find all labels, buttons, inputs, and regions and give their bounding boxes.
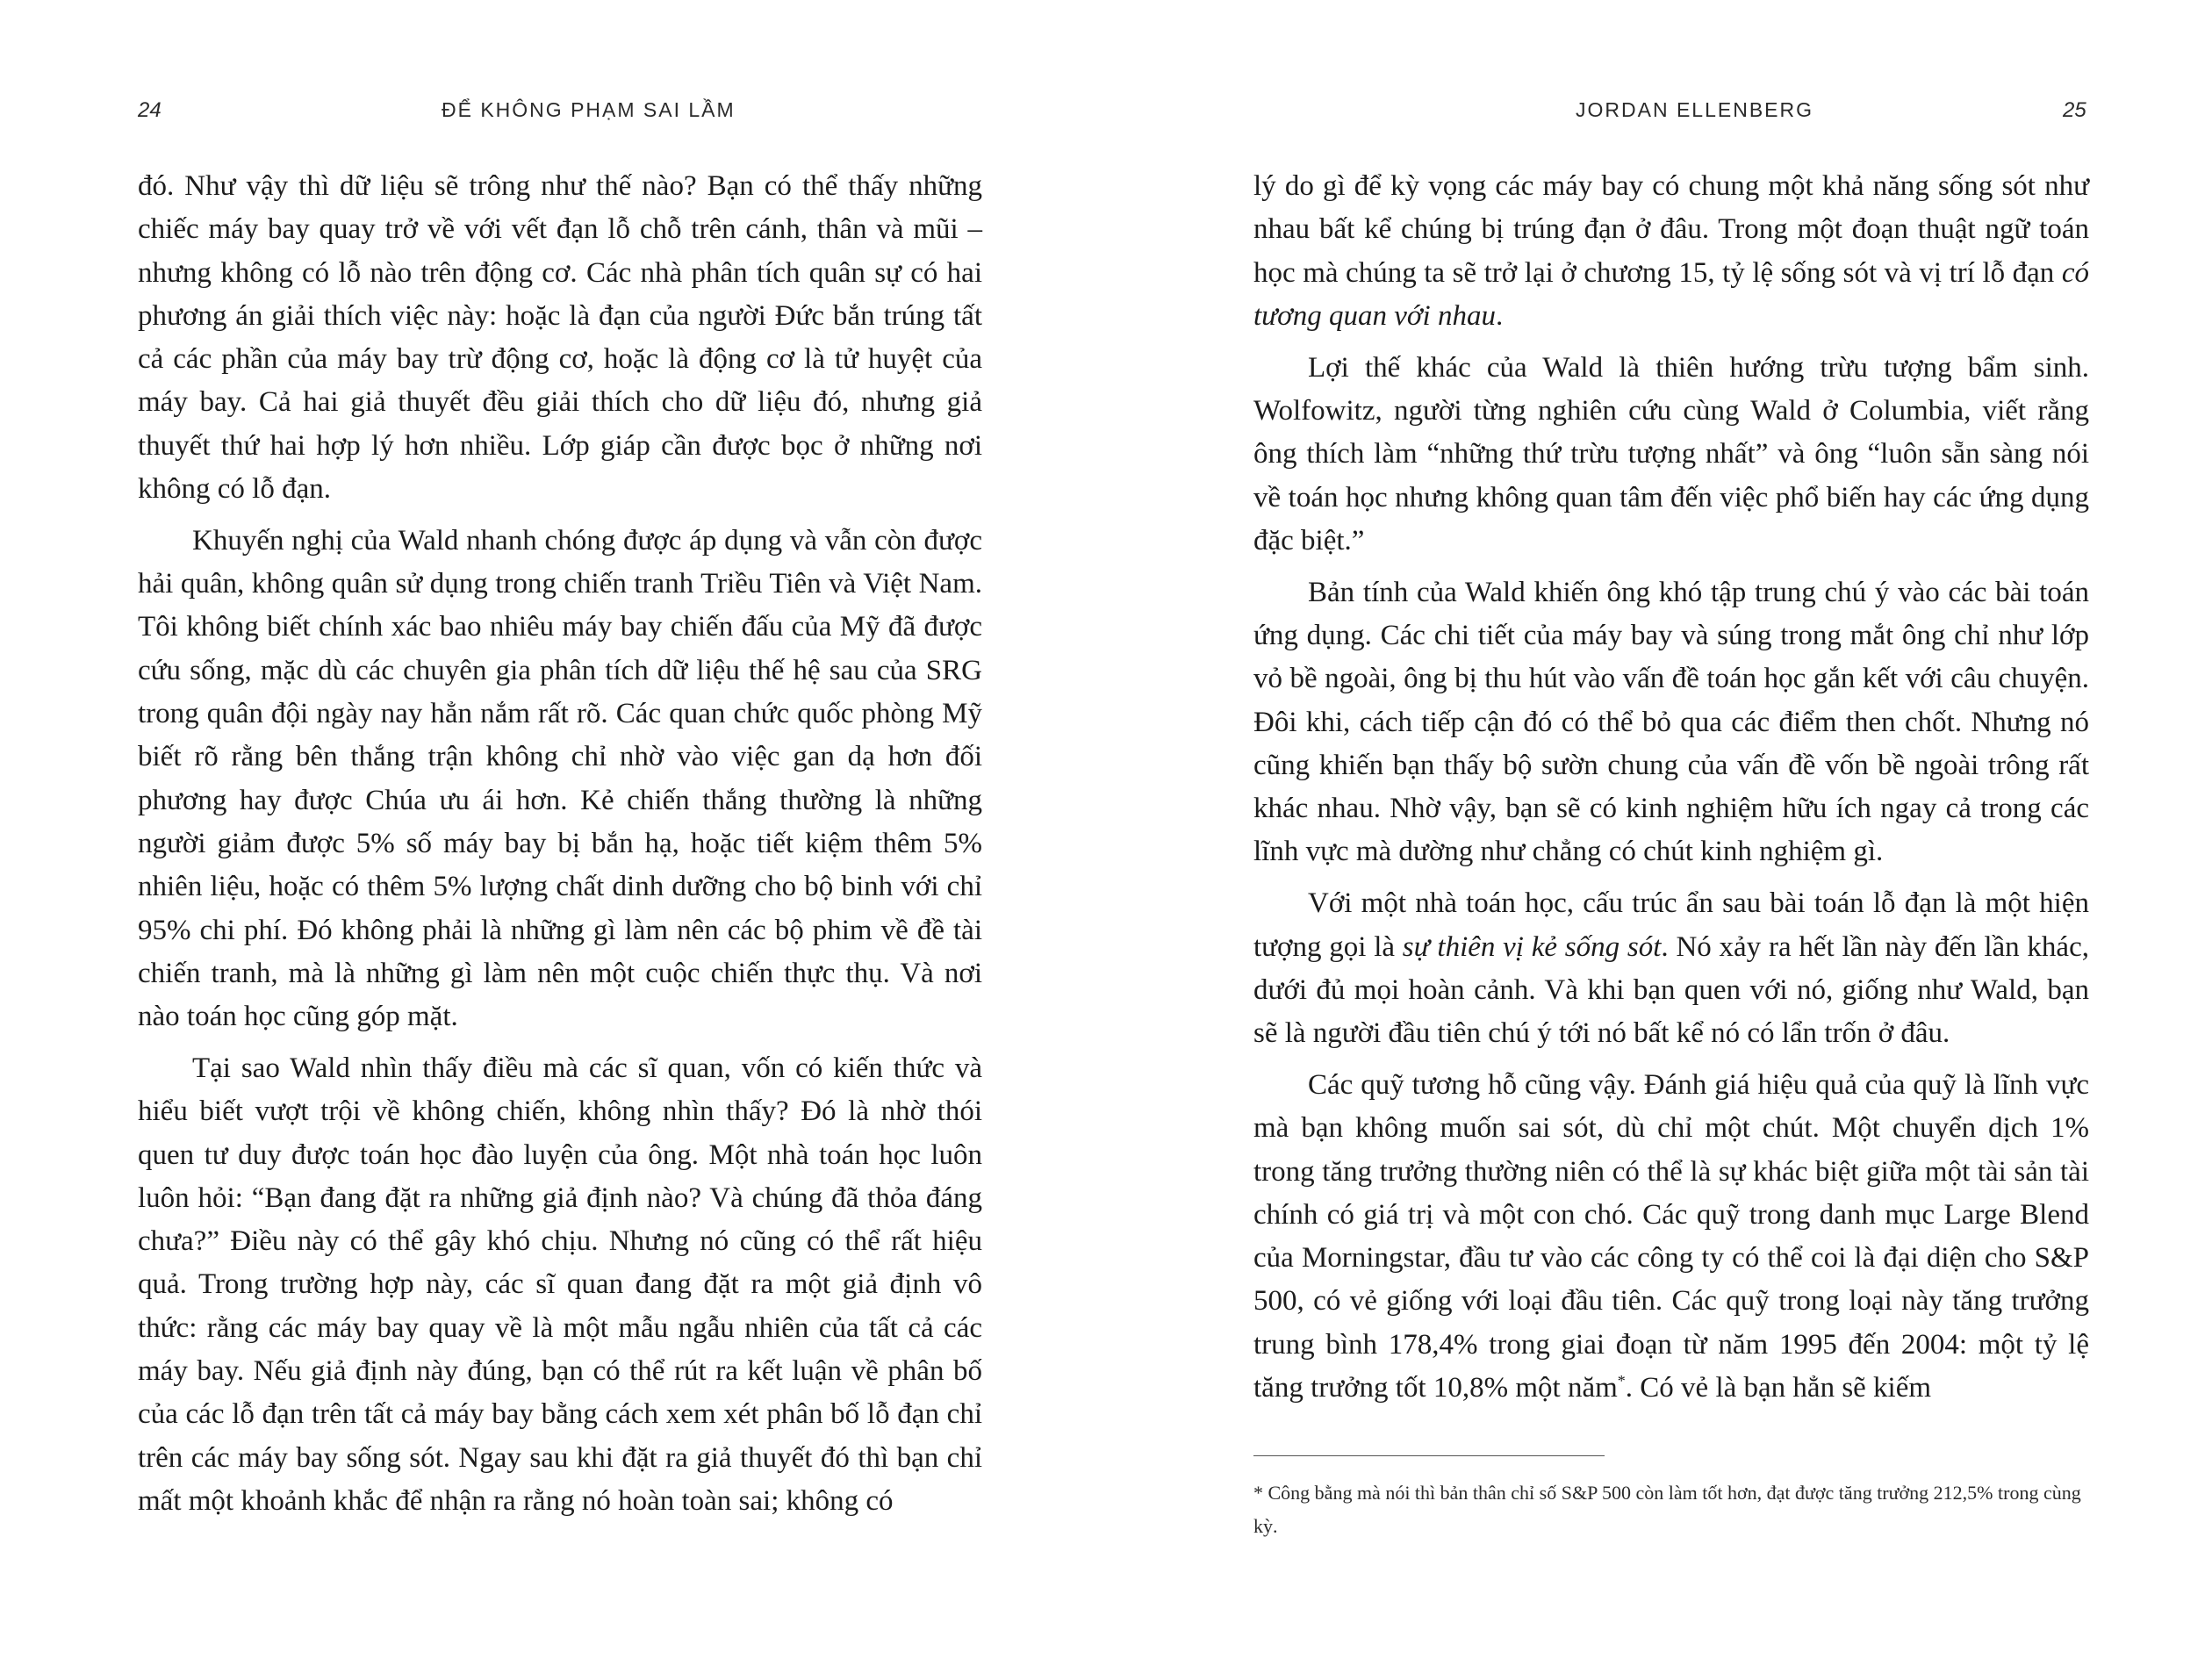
- paragraph: Bản tính của Wald khiến ông khó tập trung chú ý vào các bài toán ứng dụng. Các chi tiết của máy bay và súng trong mắt ông chỉ như lớp vỏ bề ngoài, ông bị thu hút vào vấn đề toán học gắn kết với câu chuyện. Đôi khi, cách tiếp cận đó có thể bỏ qua các điểm then chốt. Nhưng nó cũng khiến bạn thấy bộ sườn chung của vấn đề vốn bề ngoài trông rất khác nhau. Nhờ vậy, bạn sẽ có kinh nghiệm hữu ích ngay cả trong các lĩnh vực mà dường như chẳng có chút kinh nghiệm gì.: [1253, 576, 2089, 868]
- paragraph-text: Với một nhà toán học, cấu trúc ẩn sau bài toán lỗ đạn là một hiện tượng gọi là: [1253, 887, 2089, 963]
- paragraph-end: .: [1495, 299, 1504, 332]
- paragraph: đó. Như vậy thì dữ liệu sẽ trông như thế nào? Bạn có thể thấy những chiếc máy bay quay trở về với vết đạn lỗ chỗ trên cánh, thân và mũi – nhưng không có lỗ nào trên động cơ. Các nhà phân tích quân sự có hai phương án giải thích việc này: hoặc là đạn của người Đức bắn trúng tất cả các phần của máy bay trừ động cơ, hoặc là động cơ là tử huyệt của máy bay. Cả hai giả thuyết đều giải thích cho dữ liệu đó, nhưng giả thuyết thứ hai hợp lý hơn nhiều. Lớp giáp cần được bọc ở những nơi không có lỗ đạn.: [138, 170, 982, 506]
- paragraph: Tại sao Wald nhìn thấy điều mà các sĩ quan, vốn có kiến thức và hiểu biết vượt trội về không chiến, không nhìn thấy? Đó là nhờ thói quen tư duy được toán học đào luyện của ông. Một nhà toán học luôn luôn hỏi: “Bạn đang đặt ra những giả định nào? Và chúng đã thỏa đáng chưa?” Điều này có thể gây khó chịu. Nhưng nó cũng có thể rất hiệu quả. Trong trường hợp này, các sĩ quan đang đặt ra một giả định vô thức: rằng các máy bay quay về là một mẫu ngẫu nhiên của tất cả các máy bay. Nếu giả định này đúng, bạn có thể rút ra kết luận về phân bố của các lỗ đạn trên tất cả máy bay bằng cách xem xét phân bố lỗ đạn chỉ trên các máy bay sống sót. Ngay sau khi đặt ra giả thuyết đó thì bạn chỉ mất một khoảnh khắc để nhận ra rằng nó hoàn toàn sai; không có: [138, 1052, 982, 1517]
- footnote-marker: *: [1617, 1372, 1626, 1390]
- running-head-book-title: ĐỂ KHÔNG PHẠM SAI LẦM: [442, 98, 736, 121]
- italic-term: có tương quan với nhau: [1253, 256, 2089, 332]
- italic-term: sự thiên vị kẻ sống sót: [1402, 930, 1662, 963]
- paragraph: Lợi thế khác của Wald là thiên hướng trừu tượng bẩm sinh. Wolfowitz, người từng nghiên cứu cùng Wald ở Columbia, viết rằng ông thích làm “những thứ trừu tượng nhất” và ông “luôn sẵn sàng nói về toán học nhưng không quan tâm đến việc phổ biến hay các ứng dụng đặc biệt.”: [1253, 351, 2089, 557]
- paragraph: [1253, 1064, 2089, 1410]
- footnote-divider: [1253, 1455, 1605, 1456]
- footnote: * Công bằng mà nói thì bản thân chỉ số S&P 500 còn làm tốt hơn, đạt được tăng trưởng 212,5% trong cùng kỳ.: [1253, 1482, 2081, 1537]
- paragraph-text: lý do gì để kỳ vọng các máy bay có chung một khả năng sống sót như nhau bất kể chúng bị trúng đạn ở đâu. Trong một đoạn thuật ngữ toán học mà chúng ta sẽ trở lại ở chương 15, tỷ lệ sống sót và vị trí lỗ đạn: [1253, 170, 2089, 289]
- paragraph: Khuyến nghị của Wald nhanh chóng được áp dụng và vẫn còn được hải quân, không quân sử dụng trong chiến tranh Triều Tiên và Việt Nam. Tôi không biết chính xác bao nhiêu máy bay chiến đấu của Mỹ đã được cứu sống, mặc dù các chuyên gia phân tích dữ liệu thế hệ sau của SRG trong quân đội ngày nay hẳn nắm rất rõ. Các quan chức quốc phòng Mỹ biết rõ rằng bên thắng trận không chỉ nhờ vào việc gan dạ hơn đối phương hay được Chúa ưu ái hơn. Kẻ chiến thắng thường là những người giảm được 5% số máy bay bị bắn hạ, hoặc tiết kiệm thêm 5% nhiên liệu, hoặc có thêm 5% lượng chất dinh dưỡng cho bộ binh với chỉ 95% chi phí. Đó không phải là những gì làm nên các bộ phim về đề tài chiến tranh, mà là những gì làm nên một cuộc chiến thực thụ. Và nơi nào toán học cũng góp mặt.: [138, 524, 982, 1033]
- page-number-left: 24: [138, 98, 162, 122]
- running-head-author: JORDAN ELLENBERG: [1576, 98, 1814, 121]
- paragraph: [1253, 882, 2089, 1055]
- paragraph: [1253, 165, 2089, 338]
- right-body-text: [1253, 165, 2089, 1418]
- paragraph-text: Các quỹ tương hỗ cũng vậy. Đánh giá hiệu quả của quỹ là lĩnh vực mà bạn không muốn sai sót, dù chỉ một chút. Một chuyển dịch 1% trong tăng trưởng thường niên có thể là sự khác biệt giữa một tài sản tài chính có giá trị và một con chó. Các quỹ trong danh mục Large Blend của Morningstar, đầu tư vào các công ty có thể coi là đại diện cho S&P 500, có vẻ giống với loại đầu tiên. Các quỹ trong loại này tăng trưởng trung bình 178,4% trong giai đoạn từ năm 1995 đến 2004: một tỷ lệ tăng trưởng tốt 10,8% một năm: [1253, 1068, 2089, 1404]
- page-number-right: 25: [2063, 98, 2086, 122]
- left-body-text: [138, 165, 982, 1532]
- paragraph-end: . Nó xảy ra hết lần này đến lần khác, dưới đủ mọi hoàn cảnh. Và khi bạn quen với nó, giống như Wald, bạn sẽ là người đầu tiên chú ý tới nó bất kể nó có lẩn trốn ở đâu.: [1253, 930, 2089, 1050]
- paragraph-end: . Có vẻ là bạn hẳn sẽ kiếm: [1625, 1372, 1932, 1404]
